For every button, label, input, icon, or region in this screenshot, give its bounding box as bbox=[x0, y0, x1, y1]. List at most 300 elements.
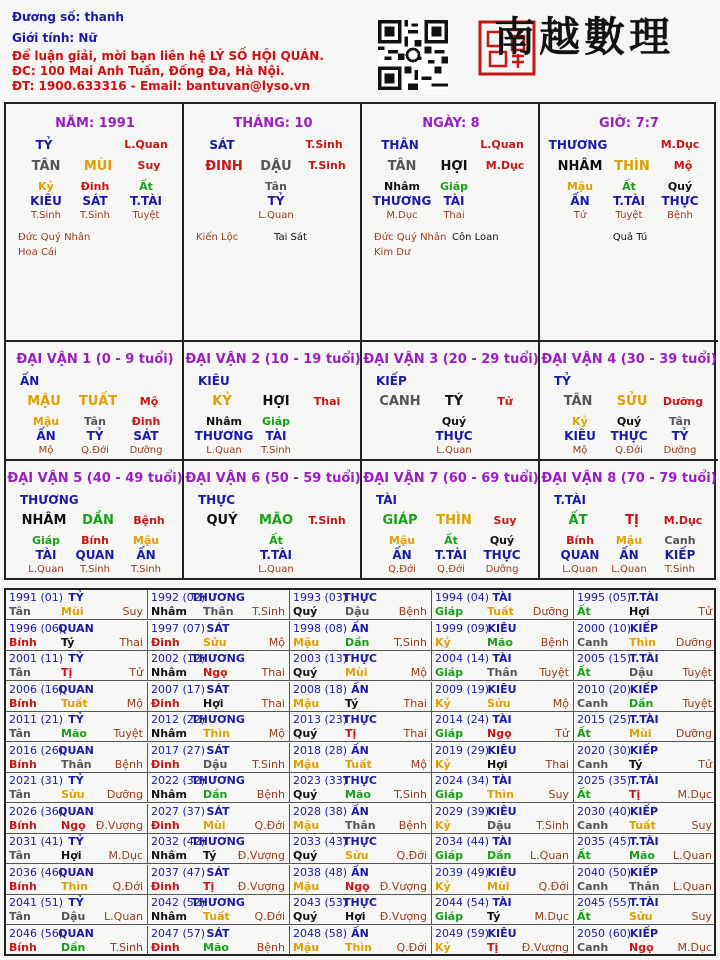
table-row bbox=[6, 834, 714, 864]
year-star: T.Sinh bbox=[252, 605, 285, 618]
hidden-stem: Kỷ bbox=[38, 180, 54, 193]
year-stem: Canh bbox=[577, 696, 609, 710]
shensha-note: Quả Tú bbox=[612, 232, 648, 243]
qr-code-icon bbox=[378, 20, 448, 90]
year-cell bbox=[574, 926, 716, 955]
dai-van-hidden-stem: Kỷ bbox=[572, 415, 588, 428]
year-stem: Kỷ bbox=[435, 940, 451, 954]
dai-van-hidden-star: Dưỡng bbox=[663, 445, 697, 456]
year-branch: Mão bbox=[203, 940, 229, 954]
year-god: KIẾP bbox=[629, 621, 659, 635]
year-cell bbox=[6, 895, 148, 924]
pillar-title: NĂM: 1991 bbox=[55, 116, 135, 131]
hidden-god: T.TÀI bbox=[613, 194, 645, 208]
hidden-stem: Đinh bbox=[80, 180, 110, 193]
year-god: TÀI bbox=[492, 591, 512, 604]
dai-van-hidden-star: L.Quan bbox=[206, 445, 242, 456]
year-branch: Thân bbox=[203, 605, 234, 618]
dai-van-hidden-god: TÀI bbox=[35, 548, 57, 562]
year-branch: Sửu bbox=[203, 635, 227, 649]
year-label: 2016 (26) bbox=[9, 743, 64, 757]
year-label: 2031 (41) bbox=[9, 835, 64, 848]
logo-text: 南越數理 bbox=[494, 13, 674, 61]
dai-van-section bbox=[540, 461, 718, 578]
year-label: 2003 (13) bbox=[293, 652, 348, 665]
year-branch: Hợi bbox=[61, 849, 82, 862]
dai-van-branch: TỊ bbox=[625, 513, 639, 528]
year-god: THƯƠNG bbox=[191, 896, 245, 909]
year-god: T.TÀI bbox=[629, 896, 659, 909]
hidden-star: T.Sinh bbox=[80, 210, 110, 221]
year-label: 2027 (37) bbox=[151, 804, 206, 818]
year-god: T.TÀI bbox=[629, 774, 659, 787]
dai-van-hidden-stem: Mậu bbox=[615, 534, 643, 547]
year-god: KIÊU bbox=[487, 682, 517, 696]
year-star: Tuyệt bbox=[682, 696, 712, 710]
dai-van-hidden-god: QUAN bbox=[75, 548, 115, 562]
year-branch: Dậu bbox=[487, 818, 512, 832]
year-label: 2030 (40) bbox=[577, 804, 632, 818]
year-label: 1998 (08) bbox=[293, 621, 348, 635]
annual-table bbox=[4, 588, 716, 956]
year-stem: Canh bbox=[577, 818, 609, 832]
dai-van-star: T.Sinh bbox=[308, 514, 346, 527]
year-star: M.Dục bbox=[677, 788, 712, 801]
year-star: Thai bbox=[119, 635, 143, 649]
year-branch: Tý bbox=[61, 635, 75, 649]
year-god: SÁT bbox=[206, 926, 230, 940]
year-stem: Nhâm bbox=[151, 666, 187, 679]
year-label: 2036 (46) bbox=[9, 865, 64, 879]
year-label: 1994 (04) bbox=[435, 591, 490, 604]
year-star: Q.Đới bbox=[538, 879, 569, 893]
dai-van-section bbox=[184, 342, 360, 461]
hidden-star: M.Dục bbox=[386, 210, 418, 221]
year-star: Dưỡng bbox=[675, 727, 712, 740]
year-branch: Ngọ bbox=[61, 818, 86, 832]
year-label: 2012 (22) bbox=[151, 713, 206, 726]
hidden-star: Bệnh bbox=[667, 210, 693, 221]
year-branch: Tý bbox=[629, 757, 643, 771]
dai-van-branch: DẦN bbox=[82, 513, 114, 528]
year-label: 2006 (16) bbox=[9, 682, 64, 696]
year-god: THƯƠNG bbox=[191, 591, 245, 604]
year-god: TÀI bbox=[492, 896, 512, 909]
year-god: TÀI bbox=[492, 713, 512, 726]
year-star: Mộ bbox=[126, 696, 143, 710]
year-branch: Tị bbox=[629, 788, 641, 801]
year-stem: Đinh bbox=[151, 696, 180, 710]
year-branch: Dậu bbox=[345, 605, 370, 618]
year-god: THỰC bbox=[343, 774, 377, 787]
address: ĐC: 100 Mai Anh Tuấn, Đống Đa, Hà Nội. bbox=[12, 64, 285, 78]
year-god: KIẾP bbox=[629, 926, 659, 940]
year-stem: Ất bbox=[577, 910, 591, 923]
pillar-column bbox=[362, 104, 540, 578]
year-star: Suy bbox=[122, 605, 143, 618]
year-label: 2034 (44) bbox=[435, 835, 490, 848]
year-star: Tử bbox=[698, 757, 712, 771]
year-stem: Đinh bbox=[151, 635, 180, 649]
hidden-god: ẤN bbox=[570, 194, 590, 208]
dai-van-section bbox=[6, 461, 182, 578]
dai-van-hidden-star: L.Quan bbox=[258, 564, 294, 575]
gender: Giới tính: Nữ bbox=[12, 31, 97, 45]
dai-van-hidden-star: L.Quan bbox=[611, 564, 647, 575]
year-label: 1996 (06) bbox=[9, 621, 64, 635]
dai-van-hidden-stem: Quý bbox=[616, 415, 642, 428]
dai-van-star: Mộ bbox=[139, 395, 159, 408]
year-god: TỶ bbox=[68, 896, 84, 909]
dai-van-god: KIẾP bbox=[376, 374, 407, 388]
year-cell bbox=[6, 682, 148, 711]
year-branch: Mão bbox=[61, 727, 87, 740]
year-star: T.Sinh bbox=[394, 788, 427, 801]
year-label: 2032 (42) bbox=[151, 835, 206, 848]
year-label: 2004 (14) bbox=[435, 652, 490, 665]
table-row bbox=[6, 895, 714, 925]
dai-van-hidden-stem: Bính bbox=[81, 534, 109, 547]
pillar-title: NGÀY: 8 bbox=[422, 116, 480, 131]
year-label: 2050 (60) bbox=[577, 926, 632, 940]
year-stem: Canh bbox=[577, 879, 609, 893]
dai-van-hidden-stem: Giáp bbox=[31, 534, 61, 547]
year-branch: Thân bbox=[345, 818, 376, 832]
year-cell bbox=[432, 743, 574, 772]
pillar-column bbox=[6, 104, 184, 578]
year-stem: Ất bbox=[577, 849, 591, 862]
hidden-stem: Giáp bbox=[439, 180, 469, 193]
pillar-title: GIỜ: 7:7 bbox=[599, 116, 659, 131]
dai-van-hidden-god: KIÊU bbox=[564, 429, 596, 443]
year-god: QUAN bbox=[58, 743, 94, 757]
pillar-branch: DẬU bbox=[260, 159, 292, 174]
hidden-star: T.Sinh bbox=[31, 210, 61, 221]
year-stem: Quý bbox=[293, 788, 318, 801]
year-branch: Mão bbox=[629, 849, 655, 862]
dai-van-branch: HỢI bbox=[262, 394, 290, 409]
year-cell bbox=[574, 682, 716, 711]
year-branch: Ngọ bbox=[487, 727, 512, 740]
year-star: Đ.Vượng bbox=[379, 910, 427, 923]
year-star: Đ.Vượng bbox=[237, 879, 285, 893]
year-star: L.Quan bbox=[673, 849, 712, 862]
year-stem: Kỷ bbox=[435, 635, 451, 649]
year-label: 2009 (19) bbox=[435, 682, 490, 696]
dai-van-hidden-star: Dưỡng bbox=[129, 445, 163, 456]
dai-van-hidden-star: L.Quan bbox=[28, 564, 64, 575]
year-god: TÀI bbox=[492, 835, 512, 848]
dai-van-hidden-star: Q.Đới bbox=[615, 445, 643, 456]
dai-van-god: T.TÀI bbox=[554, 493, 586, 507]
year-god: KIẾP bbox=[629, 804, 659, 818]
year-label: 2022 (32) bbox=[151, 774, 206, 787]
year-star: Đ.Vượng bbox=[521, 940, 569, 954]
year-star: Tử bbox=[555, 727, 569, 740]
year-branch: Thìn bbox=[629, 635, 656, 649]
year-star: T.Sinh bbox=[394, 635, 427, 649]
dai-van-hidden-god: THỰC bbox=[610, 429, 648, 443]
dai-van-hidden-star: Dưỡng bbox=[485, 564, 519, 575]
year-cell bbox=[574, 895, 716, 924]
year-god: THƯƠNG bbox=[191, 774, 245, 787]
dai-van-stem: QUÝ bbox=[206, 513, 238, 528]
year-cell bbox=[432, 590, 574, 619]
year-cell bbox=[6, 651, 148, 680]
year-god: T.TÀI bbox=[629, 835, 659, 848]
hidden-god: THỰC bbox=[661, 194, 699, 208]
dai-van-hidden-god: SÁT bbox=[133, 429, 159, 443]
year-branch: Tý bbox=[203, 849, 217, 862]
year-label: 2037 (47) bbox=[151, 865, 206, 879]
year-god: THỰC bbox=[343, 591, 377, 604]
table-row bbox=[6, 865, 714, 895]
year-star: Q.Đới bbox=[112, 879, 143, 893]
year-cell bbox=[574, 743, 716, 772]
year-star: M.Dục bbox=[108, 849, 143, 862]
year-stem: Giáp bbox=[435, 788, 464, 801]
dai-van-title: ĐẠI VẬN 1 (0 - 9 tuổi) bbox=[16, 352, 174, 367]
year-label: 2013 (23) bbox=[293, 713, 348, 726]
dai-van-stem: KỶ bbox=[212, 394, 232, 409]
year-stem: Nhâm bbox=[151, 849, 187, 862]
pillar-section bbox=[6, 104, 182, 342]
table-row bbox=[6, 621, 714, 651]
year-star: Tử bbox=[698, 605, 712, 618]
pillar-god-left: THÂN bbox=[381, 138, 419, 152]
year-label: 2017 (27) bbox=[151, 743, 206, 757]
table-row bbox=[6, 712, 714, 742]
year-god: THỰC bbox=[343, 713, 377, 726]
year-stem: Ất bbox=[577, 605, 591, 618]
year-stem: Bính bbox=[9, 940, 37, 954]
year-branch: Tị bbox=[487, 940, 499, 954]
year-stem: Nhâm bbox=[151, 605, 187, 618]
year-god: QUAN bbox=[58, 865, 94, 879]
year-branch: Ngọ bbox=[629, 940, 654, 954]
table-row bbox=[6, 773, 714, 803]
year-branch: Tị bbox=[203, 879, 215, 893]
year-branch: Tý bbox=[345, 696, 359, 710]
year-star: T.Sinh bbox=[252, 757, 285, 771]
dai-van-section bbox=[540, 342, 718, 461]
year-cell bbox=[148, 926, 290, 955]
year-stem: Quý bbox=[293, 605, 318, 618]
year-cell bbox=[148, 682, 290, 711]
year-star: Q.Đới bbox=[396, 940, 427, 954]
year-cell bbox=[290, 590, 432, 619]
dai-van-stem: ẤT bbox=[568, 513, 588, 528]
hidden-stem: Tân bbox=[265, 180, 287, 193]
year-branch: Thân bbox=[487, 666, 518, 679]
year-stem: Canh bbox=[577, 940, 609, 954]
year-label: 2047 (57) bbox=[151, 926, 206, 940]
year-stem: Đinh bbox=[151, 879, 180, 893]
dai-van-stem: TÂN bbox=[563, 394, 593, 409]
year-stem: Kỷ bbox=[435, 757, 451, 771]
year-cell bbox=[290, 926, 432, 955]
year-label: 2043 (53) bbox=[293, 896, 348, 909]
dai-van-god: KIÊU bbox=[198, 374, 230, 388]
year-star: M.Dục bbox=[534, 910, 569, 923]
hidden-god: TÀI bbox=[443, 194, 465, 208]
year-star: Tuyệt bbox=[113, 727, 143, 740]
year-branch: Tý bbox=[487, 910, 501, 923]
year-branch: Sửu bbox=[61, 788, 85, 801]
dai-van-hidden-stem: Giáp bbox=[261, 415, 291, 428]
year-branch: Mùi bbox=[203, 818, 226, 832]
dai-van-hidden-god: ẤN bbox=[619, 548, 639, 562]
year-stem: Mậu bbox=[293, 757, 320, 771]
year-label: 1997 (07) bbox=[151, 621, 206, 635]
year-cell bbox=[6, 743, 148, 772]
pillar-god-right: M.Dục bbox=[660, 138, 700, 151]
dai-van-hidden-star: Q.Đới bbox=[437, 564, 465, 575]
dai-van-stem: GIÁP bbox=[382, 513, 418, 528]
pillar-stem: ĐINH bbox=[205, 159, 243, 174]
year-star: Tuyệt bbox=[682, 666, 712, 679]
year-cell bbox=[432, 926, 574, 955]
year-branch: Hợi bbox=[203, 696, 224, 710]
year-star: Đ.Vượng bbox=[379, 879, 427, 893]
year-star: Đ.Vượng bbox=[95, 818, 143, 832]
year-label: 2015 (25) bbox=[577, 713, 632, 726]
year-branch: Thân bbox=[61, 757, 92, 771]
year-label: 2021 (31) bbox=[9, 774, 64, 787]
year-label: 2045 (55) bbox=[577, 896, 632, 909]
year-branch: Mùi bbox=[629, 727, 652, 740]
year-label: 2019 (29) bbox=[435, 743, 490, 757]
year-branch: Tuất bbox=[61, 696, 88, 710]
pillar-branch: MÙI bbox=[83, 159, 113, 174]
year-stem: Canh bbox=[577, 635, 609, 649]
year-cell bbox=[432, 651, 574, 680]
year-branch: Dậu bbox=[203, 757, 228, 771]
hidden-god: TỶ bbox=[267, 194, 285, 208]
year-stem: Mậu bbox=[293, 818, 320, 832]
year-stem: Ất bbox=[577, 727, 591, 740]
year-branch: Thìn bbox=[203, 727, 230, 740]
year-stem: Nhâm bbox=[151, 727, 187, 740]
phone-email: ĐT: 1900.633316 - Email: bantuvan@lyso.vn bbox=[12, 79, 311, 93]
pillar-section bbox=[184, 104, 360, 342]
year-star: Dưỡng bbox=[106, 788, 143, 801]
dai-van-hidden-stem: Canh bbox=[664, 534, 696, 547]
year-label: 2038 (48) bbox=[293, 865, 348, 879]
year-cell bbox=[290, 621, 432, 650]
year-cell bbox=[6, 590, 148, 619]
dai-van-hidden-star: L.Quan bbox=[562, 564, 598, 575]
year-god: SÁT bbox=[206, 621, 230, 635]
year-star: Thai bbox=[403, 696, 427, 710]
year-label: 1995 (05) bbox=[577, 591, 632, 604]
year-cell bbox=[574, 834, 716, 863]
year-star: L.Quan bbox=[673, 879, 712, 893]
dai-van-hidden-god: ẤN bbox=[36, 429, 56, 443]
year-god: TỶ bbox=[68, 652, 84, 665]
dai-van-title: ĐẠI VẬN 4 (30 - 39 tuổi) bbox=[541, 352, 717, 367]
year-god: TÀI bbox=[492, 652, 512, 665]
year-god: KIÊU bbox=[487, 743, 517, 757]
pillar-section bbox=[540, 104, 718, 342]
year-cell bbox=[574, 773, 716, 802]
pillar-god-left: SÁT bbox=[209, 138, 235, 152]
year-star: Suy bbox=[691, 910, 712, 923]
year-stem: Bính bbox=[9, 696, 37, 710]
year-stem: Tân bbox=[9, 666, 31, 679]
year-stem: Mậu bbox=[293, 696, 320, 710]
pillar-god-right: L.Quan bbox=[124, 138, 168, 151]
year-star: Dưỡng bbox=[675, 635, 712, 649]
year-cell bbox=[290, 895, 432, 924]
dai-van-section bbox=[362, 342, 538, 461]
year-star: Suy bbox=[548, 788, 569, 801]
year-cell bbox=[148, 865, 290, 894]
dai-van-star: M.Dục bbox=[663, 514, 703, 527]
dai-van-hidden-stem: Ất bbox=[444, 534, 458, 547]
year-god: ẤN bbox=[351, 926, 369, 940]
year-god: TỶ bbox=[68, 774, 84, 787]
year-god: T.TÀI bbox=[629, 713, 659, 726]
year-star: Thai bbox=[261, 696, 285, 710]
year-stem: Bính bbox=[9, 818, 37, 832]
dai-van-hidden-god: KIẾP bbox=[664, 548, 696, 562]
year-branch: Hợi bbox=[487, 757, 508, 771]
year-god: TỶ bbox=[68, 835, 84, 848]
shensha-note: Côn Loan bbox=[452, 232, 499, 243]
year-stem: Giáp bbox=[435, 849, 464, 862]
year-god: QUAN bbox=[58, 926, 94, 940]
dai-van-hidden-stem: Tân bbox=[84, 415, 106, 428]
hidden-stem: Ất bbox=[622, 180, 636, 193]
hidden-star: Tử bbox=[573, 210, 587, 221]
pillar-stem: TÂN bbox=[31, 159, 61, 174]
year-star: Thai bbox=[403, 727, 427, 740]
hidden-god: KIÊU bbox=[30, 194, 62, 208]
year-god: SÁT bbox=[206, 743, 230, 757]
year-branch: Thìn bbox=[487, 788, 514, 801]
dai-van-god: TỶ bbox=[554, 374, 571, 388]
pillar-stem: TÂN bbox=[387, 159, 417, 174]
dai-van-god: TÀI bbox=[376, 493, 398, 507]
year-stem: Quý bbox=[293, 666, 318, 679]
year-label: 2007 (17) bbox=[151, 682, 206, 696]
year-label: 2014 (24) bbox=[435, 713, 490, 726]
hidden-star: Tuyệt bbox=[132, 210, 160, 221]
dai-van-god: ẤN bbox=[20, 374, 40, 388]
year-label: 2040 (50) bbox=[577, 865, 632, 879]
dai-van-hidden-star: Mộ bbox=[38, 445, 54, 456]
dai-van-hidden-stem: Quý bbox=[489, 534, 515, 547]
year-label: 2008 (18) bbox=[293, 682, 348, 696]
year-branch: Thân bbox=[629, 879, 660, 893]
year-god: SÁT bbox=[206, 682, 230, 696]
year-stem: Đinh bbox=[151, 940, 180, 954]
pillar-branch-star: T.Sinh bbox=[308, 159, 346, 172]
shensha-note: Đức Quý Nhân bbox=[374, 232, 447, 243]
year-cell bbox=[290, 804, 432, 833]
year-cell bbox=[574, 621, 716, 650]
dai-van-hidden-god: TỶ bbox=[671, 429, 689, 443]
dai-van-hidden-stem: Mậu bbox=[32, 415, 60, 428]
year-label: 2001 (11) bbox=[9, 652, 64, 665]
year-cell bbox=[432, 804, 574, 833]
year-label: 2035 (45) bbox=[577, 835, 632, 848]
year-god: THƯƠNG bbox=[191, 652, 245, 665]
year-branch: Sửu bbox=[629, 910, 653, 923]
year-cell bbox=[574, 865, 716, 894]
year-cell bbox=[432, 712, 574, 741]
